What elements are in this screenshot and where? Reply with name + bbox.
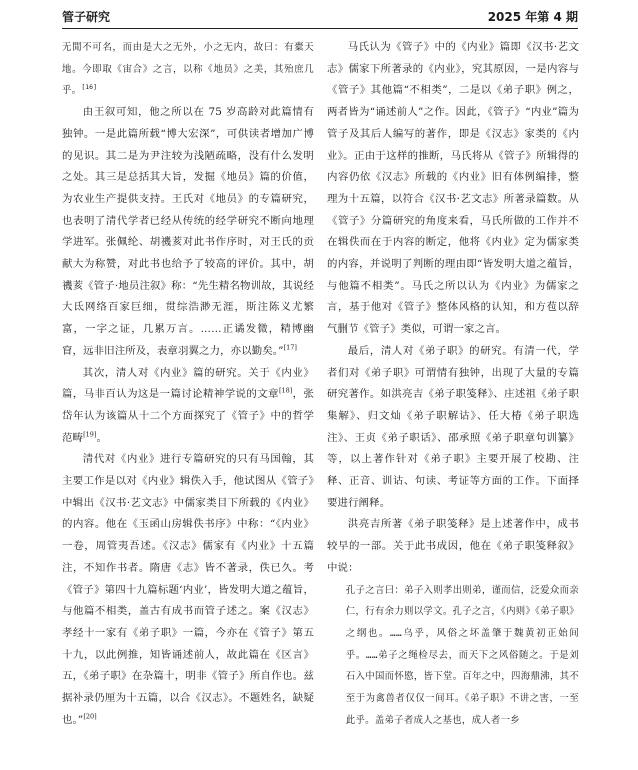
footnote-ref[interactable]: [18] [278, 386, 293, 395]
paragraph [62, 102, 314, 362]
paragraph-text: 其次，清人对《内业》篇的研究。关于《内业》篇，马非百认为这是一篇讨论精神学说的文章 [62, 366, 314, 401]
paragraph: 马氏认为《管子》中的《内业》篇即《汉书·艺文志》儒家下所著录的《内业》，究其原因，一是内容与《管子》其他篇“不相类”，二是以《弟子职》例之，两者皆为“诵述前人”之作。因此，《管子》“内业”篇为管子及其后人编写的著作，即是《汉志》家类的《内业》。正由于这样的推断，马氏将从《管子》所辑得的内容仍依《汉志》所载的《内业》旧有体例编排，整理为十五篇，以符合《汉书·艺文志》所著录篇数。从《管子》分篇研究的角度来看，马氏所做的工作并不在辑佚而在于内容的断定，他将《内业》定为儒家类的内容，并说明了判断的理由即“皆发明大道之蕴旨，与他篇不相类”。马氏之所以认为《内业》为儒家之言，基于他对《管子》整体风格的认知，和方苞以辞气删节《管子》类似，可谓一家之言。 [327, 41, 579, 336]
running-header [62, 6, 578, 29]
paragraph-text: 清代对《内业》进行专篇研究的只有马国翰，其主要工作是以对《内业》辑佚入手，他试图从《管子》中辑出《汉书·艺文志》中儒家类目下所载的《内业》的内容。他在《玉函山房辑佚书序》中称：“《内业》一卷，周管夷吾述。《汉志》儒家有《内业》十五篇注，不知作书者。隋唐《志》皆不著录，佚已久。考《管子》第四十九篇标题‘内业’，皆发明大道之蕴旨，与他篇不相类，盖古有成书而管子述之。案《汉志》孝经十一家有《弟子职》一篇，今亦在《管子》第五十九，以此例推，知皆诵述前人，故此篇在《区言》五，《弟子职》在杂篇十，明非《管子》所自作也。兹据补录仍厘为十五篇，以合《汉志》。不题姓名，缺疑也。” [62, 453, 314, 726]
right-column [327, 37, 579, 732]
paragraph [62, 363, 314, 450]
paragraph-text: ，张岱年认为该篇从十二个方面探究了《管子》中的哲学范畴 [62, 388, 314, 444]
issue-number: 2025 年第 4 期 [487, 10, 578, 24]
paragraph: 最后，清人对《弟子职》的研究。有清一代，学者们对《弟子职》可谓情有独钟，出现了大量的专篇研究著作。如洪亮吉《弟子职笺释》、庄述祖《弟子职集解》、归文灿《弟子职解诂》、任大椿《弟子职选注》、王贞《弟子职话》、邵承照《弟子职章句训纂》等，以上著作针对《弟子职》主要开展了校勘、注释、正音、训诂、句读、考证等方面的工作。下面择要进行阐释。 [327, 344, 579, 509]
left-column [62, 37, 314, 732]
footnote-ref[interactable]: [20] [83, 712, 97, 721]
journal-title: 管子研究 [62, 10, 111, 24]
paragraph [62, 449, 314, 731]
paragraph-text: 由王叙可知，他之所以在 75 岁高龄对此篇情有独钟。一是此篇所载“博大宏深”，可供读者增加广博的见识。其二是为尹注较为浅陋疏略，没有什么发明之处。其三是总括其大旨，发掘《地员》篇的价值，为农业生产提供支持。王氏对《地员》的专篇研究，也表明了清代学者已经从传统的经学研究不断向地理学进军。张佩纶、胡禨荄对此书作序时，对王氏的贡献大为称赞，对此书也给予了较高的评价。其中，胡禨荄《管子·地员注叙》称：“先生精名物训故，其说经大氐网络百家巨细，贯综浩渺无涯，斯注陈义尤繁富，一字之证，几累万言。……正谲发微，精博幽窅，远非旧注所及，表章羽翼之力，亦以勤矣。” [62, 106, 314, 357]
quote-continuation [62, 37, 314, 102]
footnote-ref[interactable]: [17] [283, 343, 297, 352]
footnote-ref[interactable]: [19] [83, 430, 97, 439]
paragraph-text: 。 [96, 431, 107, 444]
quote-text: 无閒不可名，而由是大之无外，小之无内，故曰：有橐天地。今即取《宙合》之言，以称《地员》之美，其殆庶几乎。 [62, 42, 314, 97]
block-quote: 孔子之言曰：弟子入则孝出则弟，谨而信，泛爱众而亲仁，行有余力则以学文。孔子之言，《内则》《弟子职》之纲也。……乌乎，风俗之坏盖肇于魏黄初正始间乎。……弟子之绳检尽去，而天下之风俗随之。于是刘石入中国而怀愍，皆下堂。百年之中，四海鼎沸，其不至于为禽兽者仅仅一间耳。《弟子职》不讲之害，一至此乎。盖弟子者成人之基也，成人者一乡 [345, 584, 579, 726]
footnote-ref[interactable]: [16] [81, 83, 98, 92]
paragraph: 洪亮吉所著《弟子职笺释》是上述著作中，成书较早的一部。关于此书成因，他在《弟子职笺释叙》中说： [327, 518, 579, 574]
